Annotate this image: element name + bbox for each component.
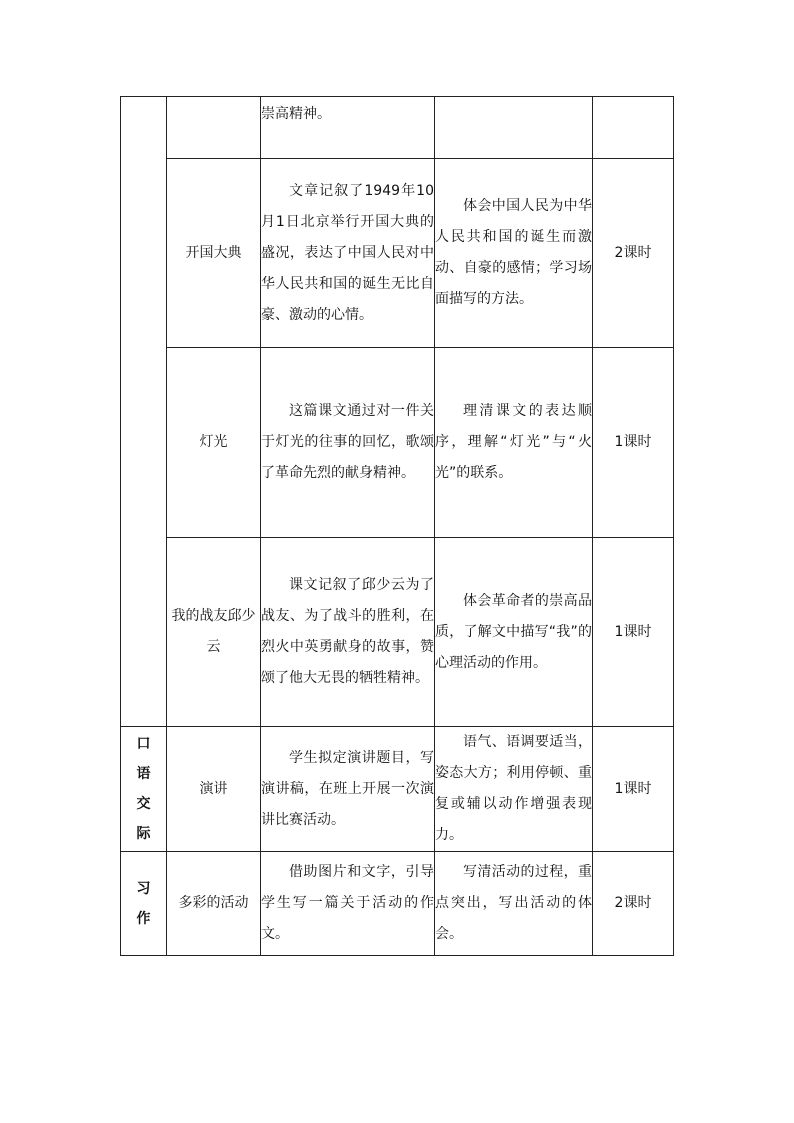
category-cell-writing (121, 852, 167, 956)
table-row (121, 159, 674, 348)
lesson-content: 文章记叙了1949年10月1日北京举行开国大典的盛况，表达了中国人民对中华人民共和国的诞生无比自豪、激动的心情。 (261, 159, 435, 348)
lesson-title (167, 97, 261, 159)
category-char: 际 (136, 826, 151, 842)
lesson-title: 演讲 (167, 727, 261, 852)
table-row (121, 97, 674, 159)
category-char: 口 (136, 736, 151, 752)
lesson-content: 借助图片和文字，引导学生写一篇关于活动的作文。 (261, 852, 435, 956)
category-char: 习 (136, 880, 151, 897)
table-row (121, 852, 674, 956)
category-char: 语 (136, 766, 151, 782)
lesson-goal: 写清活动的过程，重点突出，写出活动的体会。 (435, 852, 593, 956)
lesson-hours: 1课时 (593, 348, 674, 538)
lesson-hours: 1课时 (593, 538, 674, 727)
table-row (121, 727, 674, 852)
lesson-content: 学生拟定演讲题目，写演讲稿，在班上开展一次演讲比赛活动。 (261, 727, 435, 852)
lesson-hours (593, 97, 674, 159)
category-char: 作 (136, 910, 151, 927)
category-cell-oral (121, 727, 167, 852)
lesson-title: 我的战友邱少云 (167, 538, 261, 727)
category-char: 交 (136, 796, 151, 812)
lesson-goal: 理清课文的表达顺序，理解“灯光”与“火光”的联系。 (435, 348, 593, 538)
lesson-content: 课文记叙了邱少云为了战友、为了战斗的胜利，在烈火中英勇献身的故事，赞颂了他大无畏的牺牲精神。 (261, 538, 435, 727)
table-row (121, 348, 674, 538)
lesson-hours: 2课时 (593, 852, 674, 956)
lesson-goal: 体会中国人民为中华人民共和国的诞生而激动、自豪的感情；学习场面描写的方法。 (435, 159, 593, 348)
lesson-title: 灯光 (167, 348, 261, 538)
lesson-goal: 体会革命者的崇高品质，了解文中描写“我”的心理活动的作用。 (435, 538, 593, 727)
lesson-content: 这篇课文通过对一件关于灯光的往事的回忆，歌颂了革命先烈的献身精神。 (261, 348, 435, 538)
lesson-goal (435, 97, 593, 159)
lesson-hours: 2课时 (593, 159, 674, 348)
lesson-title: 开国大典 (167, 159, 261, 348)
lesson-hours: 1课时 (593, 727, 674, 852)
lesson-title: 多彩的活动 (167, 852, 261, 956)
lesson-plan-table (120, 96, 674, 956)
category-cell-empty (121, 97, 167, 727)
lesson-goal: 语气、语调要适当，姿态大方；利用停顿、重复或辅以动作增强表现力。 (435, 727, 593, 852)
table-row (121, 538, 674, 727)
lesson-content: 崇高精神。 (261, 97, 435, 159)
